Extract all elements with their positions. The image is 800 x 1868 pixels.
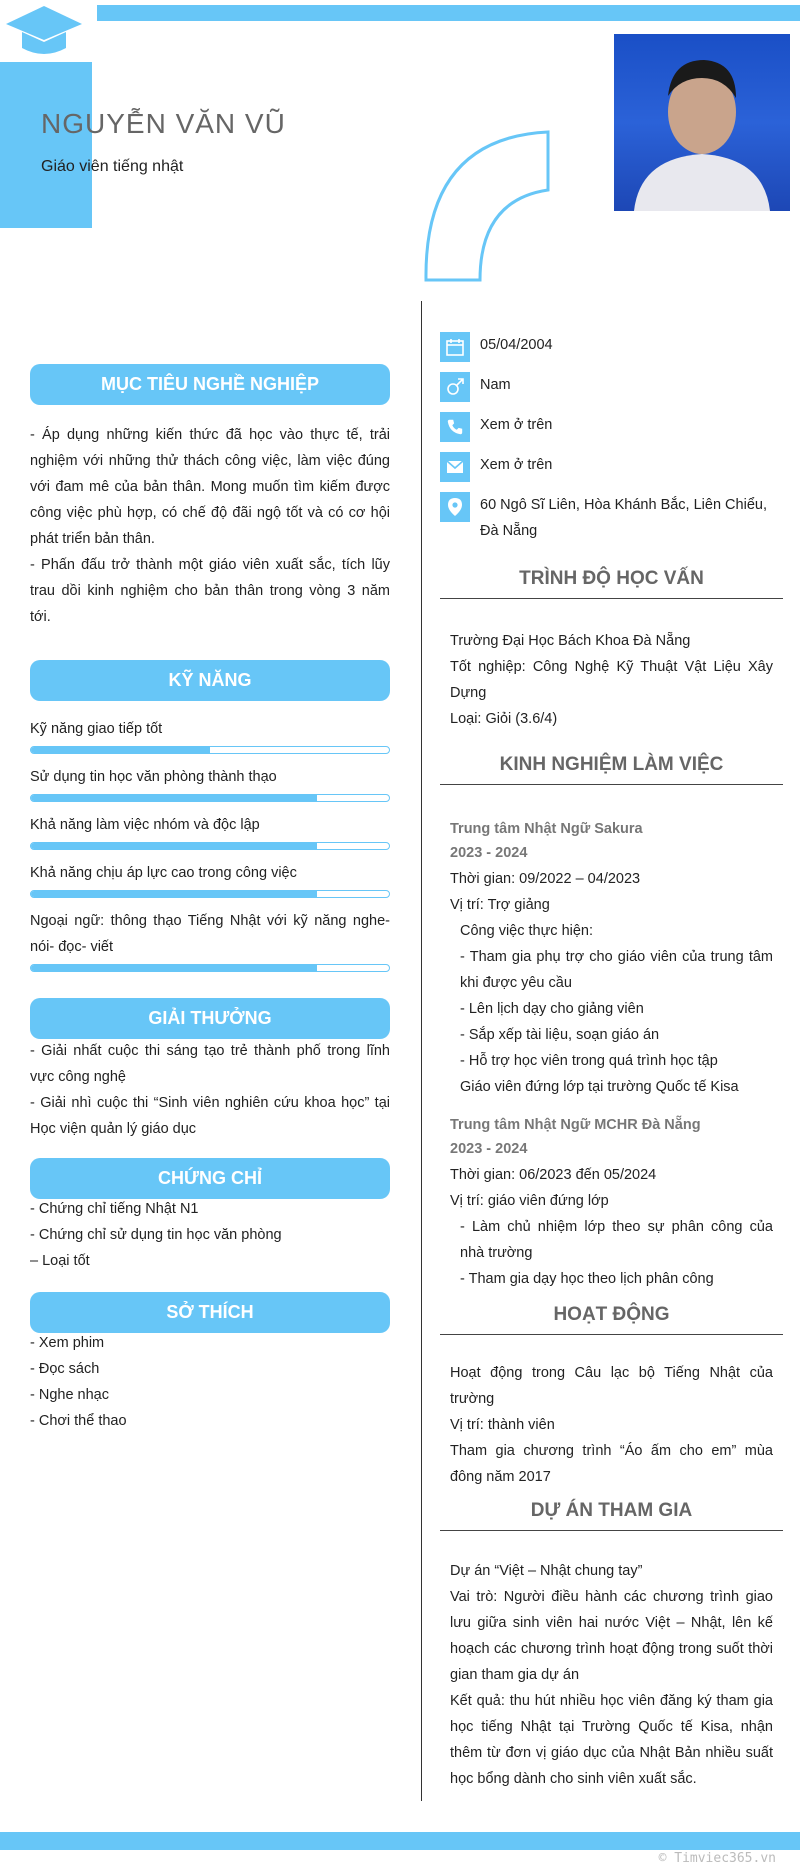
calendar-icon xyxy=(440,332,470,362)
awards-heading: GIẢI THƯỞNG xyxy=(30,998,390,1039)
gender-icon xyxy=(440,372,470,402)
contact-address xyxy=(440,492,780,544)
skill-bar xyxy=(30,842,390,850)
contact-gender xyxy=(440,372,780,402)
bottom-accent-bar xyxy=(0,1832,800,1850)
project-name: Dự án “Việt – Nhật chung tay” xyxy=(450,1563,643,1579)
graduation-cap-icon xyxy=(4,4,84,62)
phone-text: Xem ở trên xyxy=(480,417,553,433)
address-text: 60 Ngô Sĩ Liên, Hòa Khánh Bắc, Liên Chiểu, Đà Nẵng xyxy=(480,497,767,539)
job1-time: Thời gian: 09/2022 – 04/2023 xyxy=(450,871,641,887)
skill-bar xyxy=(30,794,390,802)
education-school: Trường Đại Học Bách Khoa Đà Nẵng xyxy=(450,633,691,649)
job2-position: Vị trí: giáo viên đứng lớp xyxy=(450,1193,609,1209)
objective-heading: MỤC TIÊU NGHỀ NGHIỆP xyxy=(30,364,390,405)
job2-company: Trung tâm Nhật Ngữ MCHR Đà Nẵng xyxy=(450,1117,701,1133)
skill-bar xyxy=(30,964,390,972)
candidate-name: NGUYỄN VĂN VŨ xyxy=(41,108,286,139)
skill-bar-fill xyxy=(31,965,317,971)
column-divider xyxy=(421,301,422,1801)
profile-photo xyxy=(614,34,790,211)
job1-position: Vị trí: Trợ giảng xyxy=(450,897,550,913)
award-item: - Giải nhì cuộc thi “Sinh viên nghiên cứu khoa học” tại Học viện quản lý giáo dục xyxy=(30,1095,390,1137)
certificates-heading: CHỨNG CHỈ xyxy=(30,1158,390,1199)
education-heading: TRÌNH ĐỘ HỌC VẤN xyxy=(440,568,783,599)
education-major: Tốt nghiệp: Công Nghệ Kỹ Thuật Vật Liệu Xây Dựng xyxy=(450,659,773,701)
email-icon xyxy=(440,452,470,482)
activity-line: Vị trí: thành viên xyxy=(450,1417,555,1433)
objective-text-2: - Phấn đấu trở thành một giáo viên xuất sắc, tích lũy trau dồi kinh nghiệm cho bản thân trong vòng 3 năm tới. xyxy=(30,557,390,625)
contact-dob xyxy=(440,332,780,362)
skill-bar-fill xyxy=(31,843,317,849)
hobby-item: - Chơi thể thao xyxy=(30,1413,127,1429)
hobby-item: - Xem phim xyxy=(30,1335,105,1351)
project-result: Kết quả: thu hút nhiều học viên đăng ký tham gia học tiếng Nhật tại Trường Quốc tế Kisa, nhận thêm từ đơn vị giáo dục của Nhật Bản nhiều suất học bổng dành cho sinh viên xuất sắc. xyxy=(450,1693,773,1787)
phone-icon xyxy=(440,412,470,442)
hobby-item: - Đọc sách xyxy=(30,1361,100,1377)
skill-label: Khả năng làm việc nhóm và độc lập xyxy=(30,817,260,833)
decorative-arc xyxy=(420,130,550,282)
name-accent-block xyxy=(0,62,92,228)
job1-duties-title: Công việc thực hiện: xyxy=(460,923,594,939)
job2-duty: - Tham gia dạy học theo lịch phân công xyxy=(460,1271,714,1287)
certificate-item: – Loại tốt xyxy=(30,1253,90,1269)
activity-line: Tham gia chương trình “Áo ấm cho em” mùa đông năm 2017 xyxy=(450,1443,773,1485)
job-title: Giáo viên tiếng nhật xyxy=(41,158,184,175)
skills-heading: KỸ NĂNG xyxy=(30,660,390,701)
experience-heading: KINH NGHIỆM LÀM VIỆC xyxy=(440,754,783,785)
job2-years: 2023 - 2024 xyxy=(450,1141,528,1157)
contact-phone xyxy=(440,412,780,442)
skill-label: Sử dụng tin học văn phòng thành thạo xyxy=(30,769,277,785)
job1-duty: Giáo viên đứng lớp tại trường Quốc tế Kisa xyxy=(460,1079,739,1095)
job1-duty: - Tham gia phụ trợ cho giáo viên của trung tâm khi được yêu cầu xyxy=(460,949,773,991)
job1-duty: - Sắp xếp tài liệu, soạn giáo án xyxy=(460,1027,660,1043)
job1-duty: - Lên lịch dạy cho giảng viên xyxy=(460,1001,644,1017)
certificate-item: - Chứng chỉ tiếng Nhật N1 xyxy=(30,1201,199,1217)
activities-heading: HOẠT ĐỘNG xyxy=(440,1304,783,1335)
contact-email xyxy=(440,452,780,482)
skill-label: Khả năng chịu áp lực cao trong công việc xyxy=(30,865,297,881)
job1-duty: - Hỗ trợ học viên trong quá trình học tập xyxy=(460,1053,718,1069)
projects-heading: DỰ ÁN THAM GIA xyxy=(440,1500,783,1531)
job1-years: 2023 - 2024 xyxy=(450,845,528,861)
skill-bar-fill xyxy=(31,891,317,897)
skill-bar xyxy=(30,746,390,754)
skill-bar xyxy=(30,890,390,898)
project-role: Vai trò: Người điều hành các chương trình giao lưu giữa sinh viên hai nước Việt – Nhật, lên kế hoạch các chương trình hoạt động trong suốt thời gian tham gia dự án xyxy=(450,1589,773,1683)
skill-label: Ngoại ngữ: thông thạo Tiếng Nhật với kỹ năng nghe- nói- đọc- viết xyxy=(30,913,390,955)
award-item: - Giải nhất cuộc thi sáng tạo trẻ thành phố trong lĩnh vực công nghệ xyxy=(30,1043,390,1085)
skill-bar-fill xyxy=(31,795,317,801)
education-grade: Loại: Giỏi (3.6/4) xyxy=(450,711,558,727)
skill-label: Kỹ năng giao tiếp tốt xyxy=(30,721,163,737)
hobby-item: - Nghe nhạc xyxy=(30,1387,109,1403)
certificate-item: - Chứng chỉ sử dụng tin học văn phòng xyxy=(30,1227,282,1243)
email-text: Xem ở trên xyxy=(480,457,553,473)
watermark: © Timviec365.vn xyxy=(658,1851,776,1866)
objective-text-1: - Áp dụng những kiến thức đã học vào thực tế, trải nghiệm với những thử thách công việc, làm việc đúng với đam mê của bản thân. Mong muốn tìm kiếm được công việc phù hợp, có chế độ đãi ngộ tốt và có cơ hội phát triển bản thân. xyxy=(30,427,390,547)
location-icon xyxy=(440,492,470,522)
gender-text: Nam xyxy=(480,377,511,393)
job2-time: Thời gian: 06/2023 đến 05/2024 xyxy=(450,1167,657,1183)
top-accent-bar xyxy=(97,5,800,21)
job2-duty: - Làm chủ nhiệm lớp theo sự phân công của nhà trường xyxy=(460,1219,773,1261)
hobbies-heading: SỞ THÍCH xyxy=(30,1292,390,1333)
skill-bar-fill xyxy=(31,747,210,753)
dob-text: 05/04/2004 xyxy=(480,337,553,353)
job1-company: Trung tâm Nhật Ngữ Sakura xyxy=(450,821,643,837)
activity-line: Hoạt động trong Câu lạc bộ Tiếng Nhật của trường xyxy=(450,1365,773,1407)
